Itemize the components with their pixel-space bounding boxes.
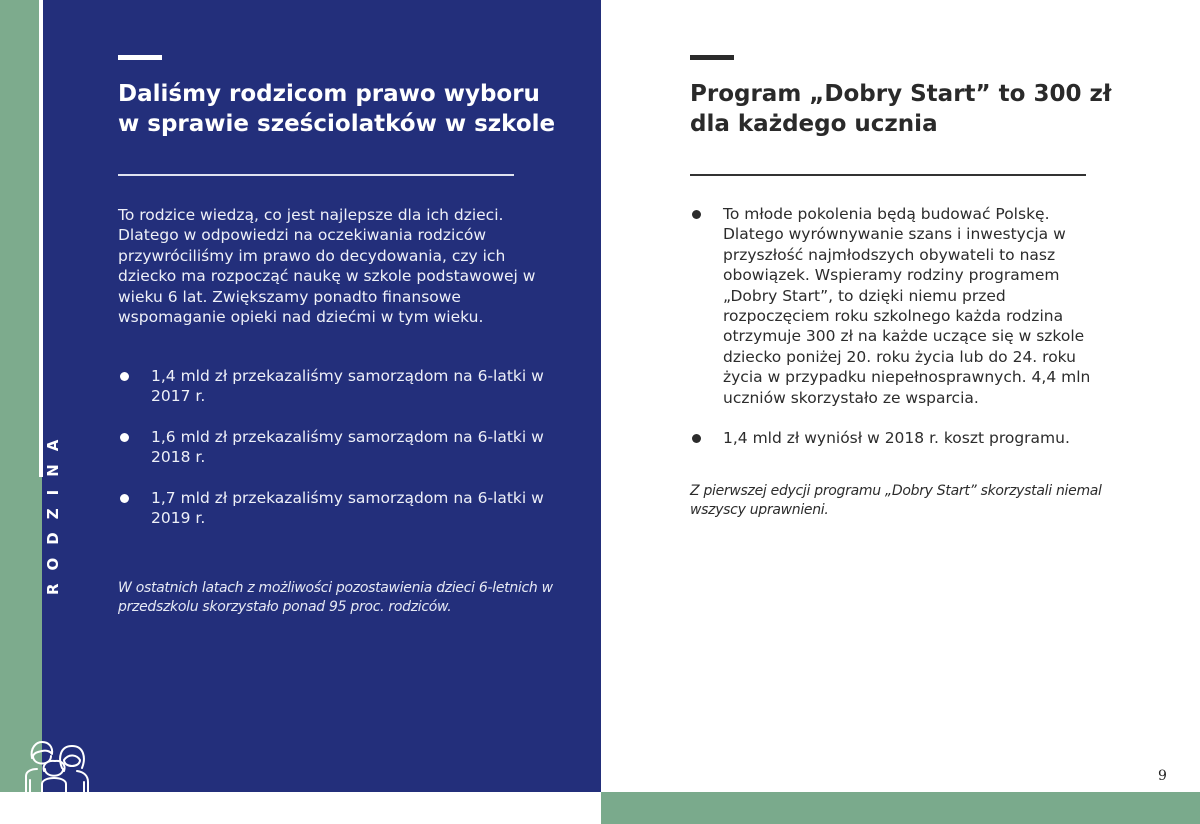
list-item [690, 428, 1100, 448]
bullet-text: 1,4 mld zł wyniósł w 2018 r. koszt programu. [723, 429, 1070, 448]
right-title: Program „Dobry Start” to 300 zł dla każdego ucznia [690, 81, 1112, 137]
title-divider [118, 174, 514, 176]
bullet-text: To młode pokolenia będą budować Polskę. Dlatego wyrównywanie szans i inwestycja w przyszłość najmłodszych obywateli to nasz obowiązek. Wspieramy rodziny programem „Dobry Start”, to dzięki niemu przed rozpoczęciem roku szkolnego każda rodzina otrzymuje 300 zł na każde uczące się w szkole dziecko poniżej 20. roku życia lub do 24. roku życia w przypadku niepełnosprawnych. 4,4 mln uczniów skorzystało ze wsparcia. [723, 205, 1091, 407]
section-color-strip [0, 0, 42, 792]
title-accent-bar [118, 55, 162, 60]
bullet-icon [692, 434, 701, 443]
title-divider [690, 174, 1086, 176]
left-intro: To rodzice wiedzą, co jest najlepsze dla ich dzieci. Dlatego w odpowiedzi na oczekiwania rodziców przywróciliśmy im prawo do decydowania, czy ich dziecko ma rozpocząć naukę w szkole podstawowej w wieku 6 lat. Zwiększamy ponadto finansowe wspomaganie opieki nad dziećmi w tym wieku. [118, 206, 536, 327]
footer-color-bar [601, 792, 1200, 824]
left-note: W ostatnich latach z możliwości pozostawienia dzieci 6-letnich w przedszkolu skorzystało ponad 95 proc. rodziców. [118, 580, 553, 615]
list-item [118, 366, 558, 407]
bullet-icon [120, 494, 129, 503]
right-bullet-list [690, 204, 1100, 468]
bullet-text: 1,6 mld zł przekazaliśmy samorządom na 6-latki w 2018 r. [151, 427, 544, 467]
left-bullet-list [118, 366, 558, 548]
bullet-text: 1,4 mld zł przekazaliśmy samorządom na 6-latki w 2017 r. [151, 367, 544, 406]
list-item [118, 488, 558, 529]
list-item [690, 204, 1100, 408]
page-number: 9 [1158, 768, 1167, 784]
list-item [118, 427, 558, 468]
family-icon [22, 738, 90, 792]
bullet-icon [692, 210, 701, 219]
vertical-divider [39, 0, 43, 477]
bullet-icon [120, 372, 129, 381]
section-label: RODZINA [44, 426, 62, 595]
title-accent-bar [690, 55, 734, 60]
right-note: Z pierwszej edycji programu „Dobry Start” skorzystali niemal wszyscy uprawnieni. [690, 483, 1102, 518]
left-title: Daliśmy rodzicom prawo wyboru w sprawie sześciolatków w szkole [118, 81, 556, 137]
bullet-text: 1,7 mld zł przekazaliśmy samorządom na 6-latki w 2019 r. [151, 488, 544, 528]
bullet-icon [120, 433, 129, 442]
